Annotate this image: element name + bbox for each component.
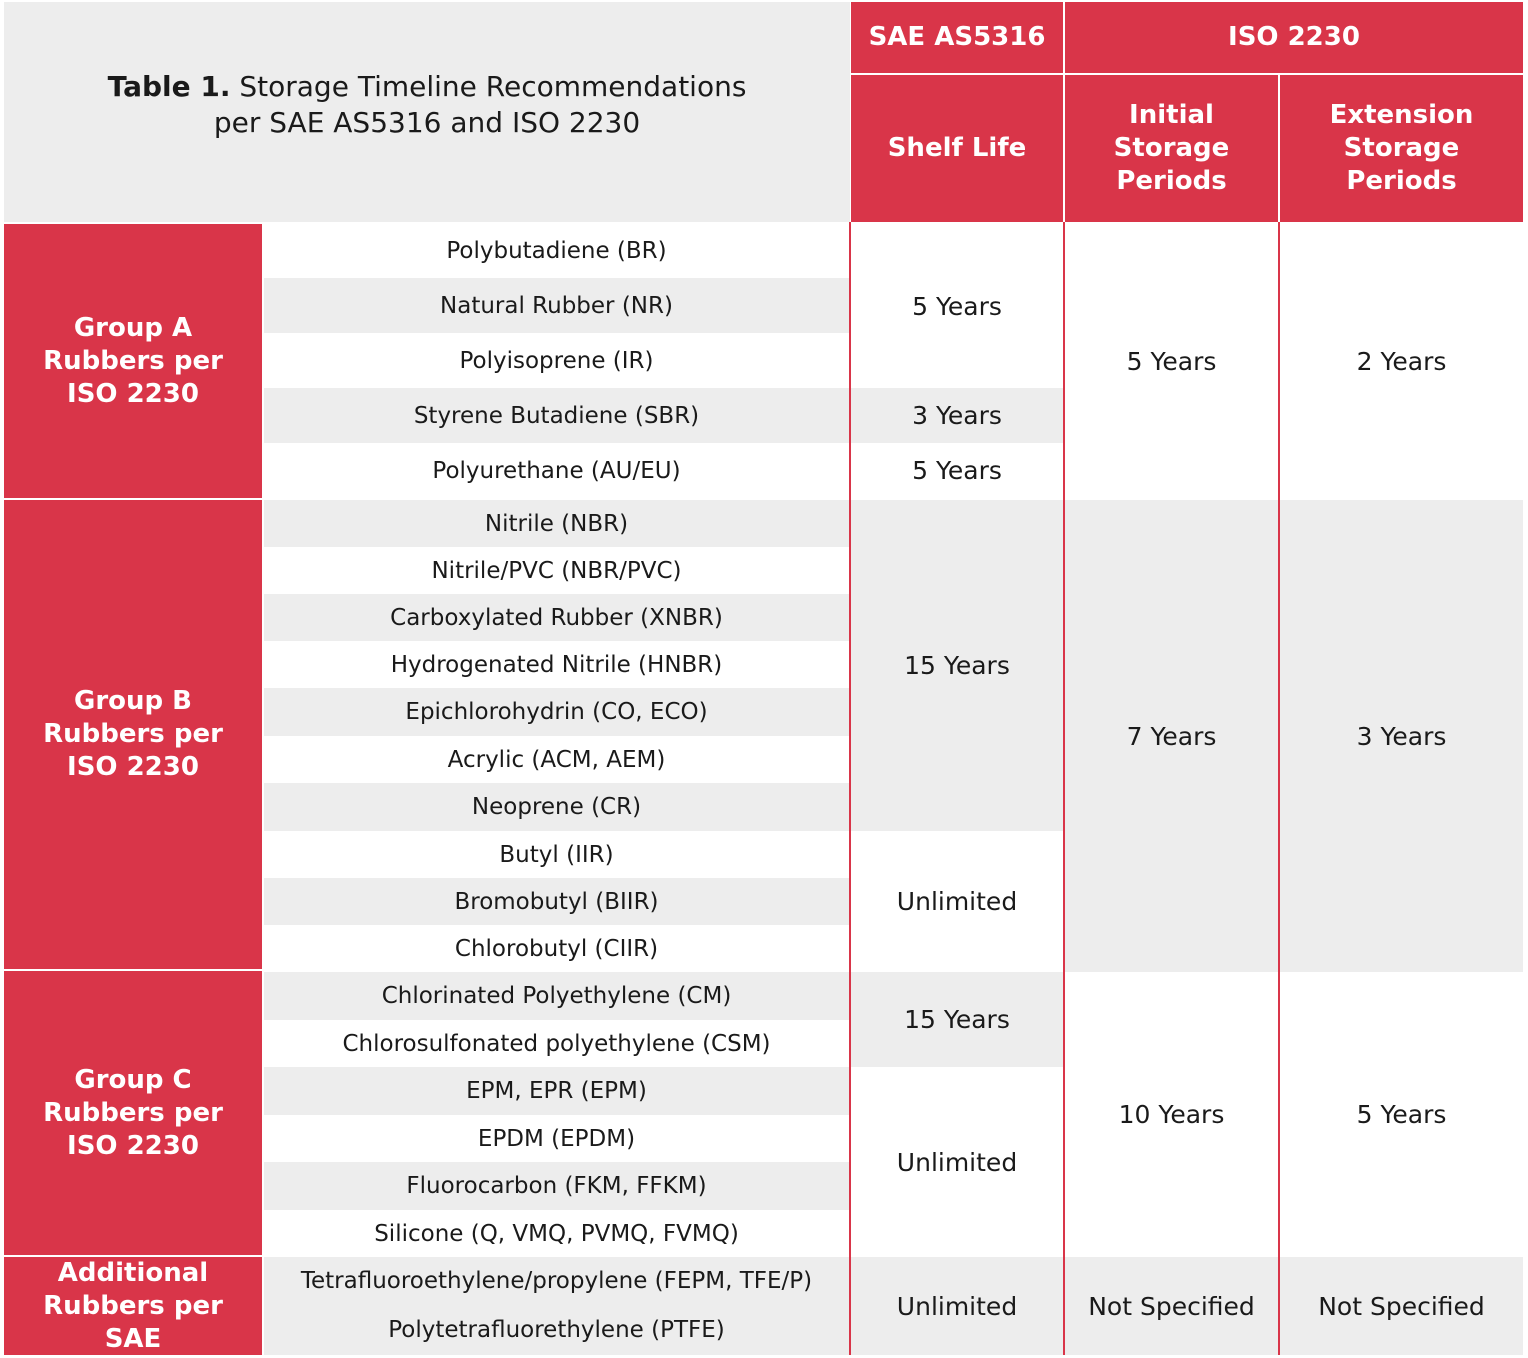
shelf-life-value: 5 Years [912,291,1002,321]
material-row [264,831,849,878]
header-extension-storage-label: Extension Storage Periods [1329,100,1474,196]
column-divider [1278,222,1280,1355]
material-row [264,547,849,594]
material-name: Neoprene (CR) [471,794,642,820]
header-initial-storage-label: Initial Storage Periods [1113,100,1230,196]
material-row [264,878,849,925]
material-name: Polybutadiene (BR) [446,238,667,264]
material-name: Bromobutyl (BIIR) [454,888,659,915]
material-name: Chlorobutyl (CIIR) [454,935,659,962]
shelf-life-cell [851,831,1063,972]
material-row [264,1257,849,1305]
group-a-cell [4,224,262,498]
group-additional-label: Additional Rubbers per SAE [43,1257,223,1354]
material-row [264,224,849,278]
table-title-line2: per SAE AS5316 and ISO 2230 [213,106,641,139]
material-row [264,500,849,547]
material-row [264,594,849,641]
shelf-life-value: 15 Years [904,1005,1010,1034]
material-row [264,1067,849,1115]
header-iso [1065,2,1523,73]
table-title-cell [4,2,850,222]
material-name: Styrene Butadiene (SBR) [413,402,700,429]
extension-storage-value: 3 Years [1356,721,1447,751]
shelf-life-cell [851,1067,1063,1257]
initial-storage-value: 5 Years [1126,346,1217,376]
group-b-cell [4,500,262,969]
extension-storage-value: Not Specified [1318,1291,1485,1321]
table-title-label: Table 1. [107,70,231,103]
initial-storage-cell [1065,500,1278,972]
material-row [264,925,849,972]
material-row [264,333,849,388]
material-row [264,1115,849,1162]
material-name: Chlorosulfonated polyethylene (CSM) [342,1030,771,1057]
header-iso-label: ISO 2230 [1228,22,1360,52]
group-c-cell [4,971,262,1255]
material-row [264,736,849,783]
material-name: Nitrile/PVC (NBR/PVC) [431,557,682,584]
material-row [264,388,849,443]
initial-storage-value: Not Specified [1088,1291,1255,1321]
material-row [264,278,849,333]
table-title-line1: Storage Timeline Recommendations [239,70,747,103]
table-title [108,69,747,141]
initial-storage-cell [1065,1257,1278,1355]
material-name: Acrylic (ACM, AEM) [447,746,666,773]
shelf-life-cell [851,500,1063,831]
material-row [264,1020,849,1067]
material-name: Fluorocarbon (FKM, FFKM) [406,1173,707,1199]
extension-storage-cell [1280,500,1523,972]
material-name: Carboxylated Rubber (XNBR) [390,604,723,631]
header-extension-storage [1280,75,1523,222]
material-name: Silicone (Q, VMQ, PVMQ, FVMQ) [374,1220,739,1247]
material-row [264,1162,849,1210]
extension-storage-cell [1280,972,1523,1257]
shelf-life-cell [851,972,1063,1067]
material-name: Hydrogenated Nitrile (HNBR) [390,651,723,678]
material-row [264,641,849,688]
material-name: Natural Rubber (NR) [440,292,673,319]
material-name: Nitrile (NBR) [484,510,629,537]
extension-storage-value: 2 Years [1356,346,1447,376]
shelf-life-value: Unlimited [896,1147,1018,1177]
initial-storage-value: 7 Years [1126,721,1217,751]
material-name: Polytetrafluorethylene (PTFE) [388,1317,725,1343]
extension-storage-cell [1280,224,1523,498]
column-divider [849,222,851,1355]
header-sae [851,2,1063,73]
header-shelf-life-label: Shelf Life [887,133,1027,163]
material-name: Tetrafluoroethylene/propylene (FEPM, TFE/P) [300,1268,813,1294]
shelf-life-cell [851,388,1063,443]
header-sae-label: SAE AS5316 [868,22,1046,52]
shelf-life-value: Unlimited [896,1291,1018,1321]
material-row [264,1305,849,1355]
header-shelf-life [851,75,1063,222]
material-name: Butyl (IIR) [499,841,614,868]
group-additional-cell [4,1257,262,1355]
group-b-label: Group B Rubbers per ISO 2230 [43,686,223,782]
shelf-life-value: 15 Years [904,651,1010,680]
shelf-life-cell [851,224,1063,388]
material-name: Polyurethane (AU/EU) [432,457,681,484]
material-name: Epichlorohydrin (CO, ECO) [405,699,708,725]
initial-storage-cell [1065,972,1278,1257]
header-initial-storage [1065,75,1278,222]
material-name: Polyisoprene (IR) [459,347,654,374]
initial-storage-cell [1065,224,1278,498]
shelf-life-value: 3 Years [912,401,1002,430]
material-row [264,783,849,831]
column-divider [1063,222,1065,1355]
material-row [264,688,849,736]
shelf-life-cell [851,443,1063,498]
group-a-label: Group A Rubbers per ISO 2230 [43,312,223,409]
shelf-life-value: 5 Years [912,456,1002,485]
material-row [264,443,849,498]
shelf-life-value: Unlimited [896,887,1018,916]
material-name: Chlorinated Polyethylene (CM) [381,983,732,1009]
shelf-life-cell [851,1257,1063,1355]
material-name: EPM, EPR (EPM) [466,1078,647,1104]
material-row [264,1210,849,1257]
extension-storage-cell [1280,1257,1523,1355]
group-c-label: Group C Rubbers per ISO 2230 [43,1064,223,1161]
material-row [264,972,849,1020]
initial-storage-value: 10 Years [1118,1100,1225,1129]
material-name: EPDM (EPDM) [477,1125,636,1152]
extension-storage-value: 5 Years [1356,1100,1447,1129]
